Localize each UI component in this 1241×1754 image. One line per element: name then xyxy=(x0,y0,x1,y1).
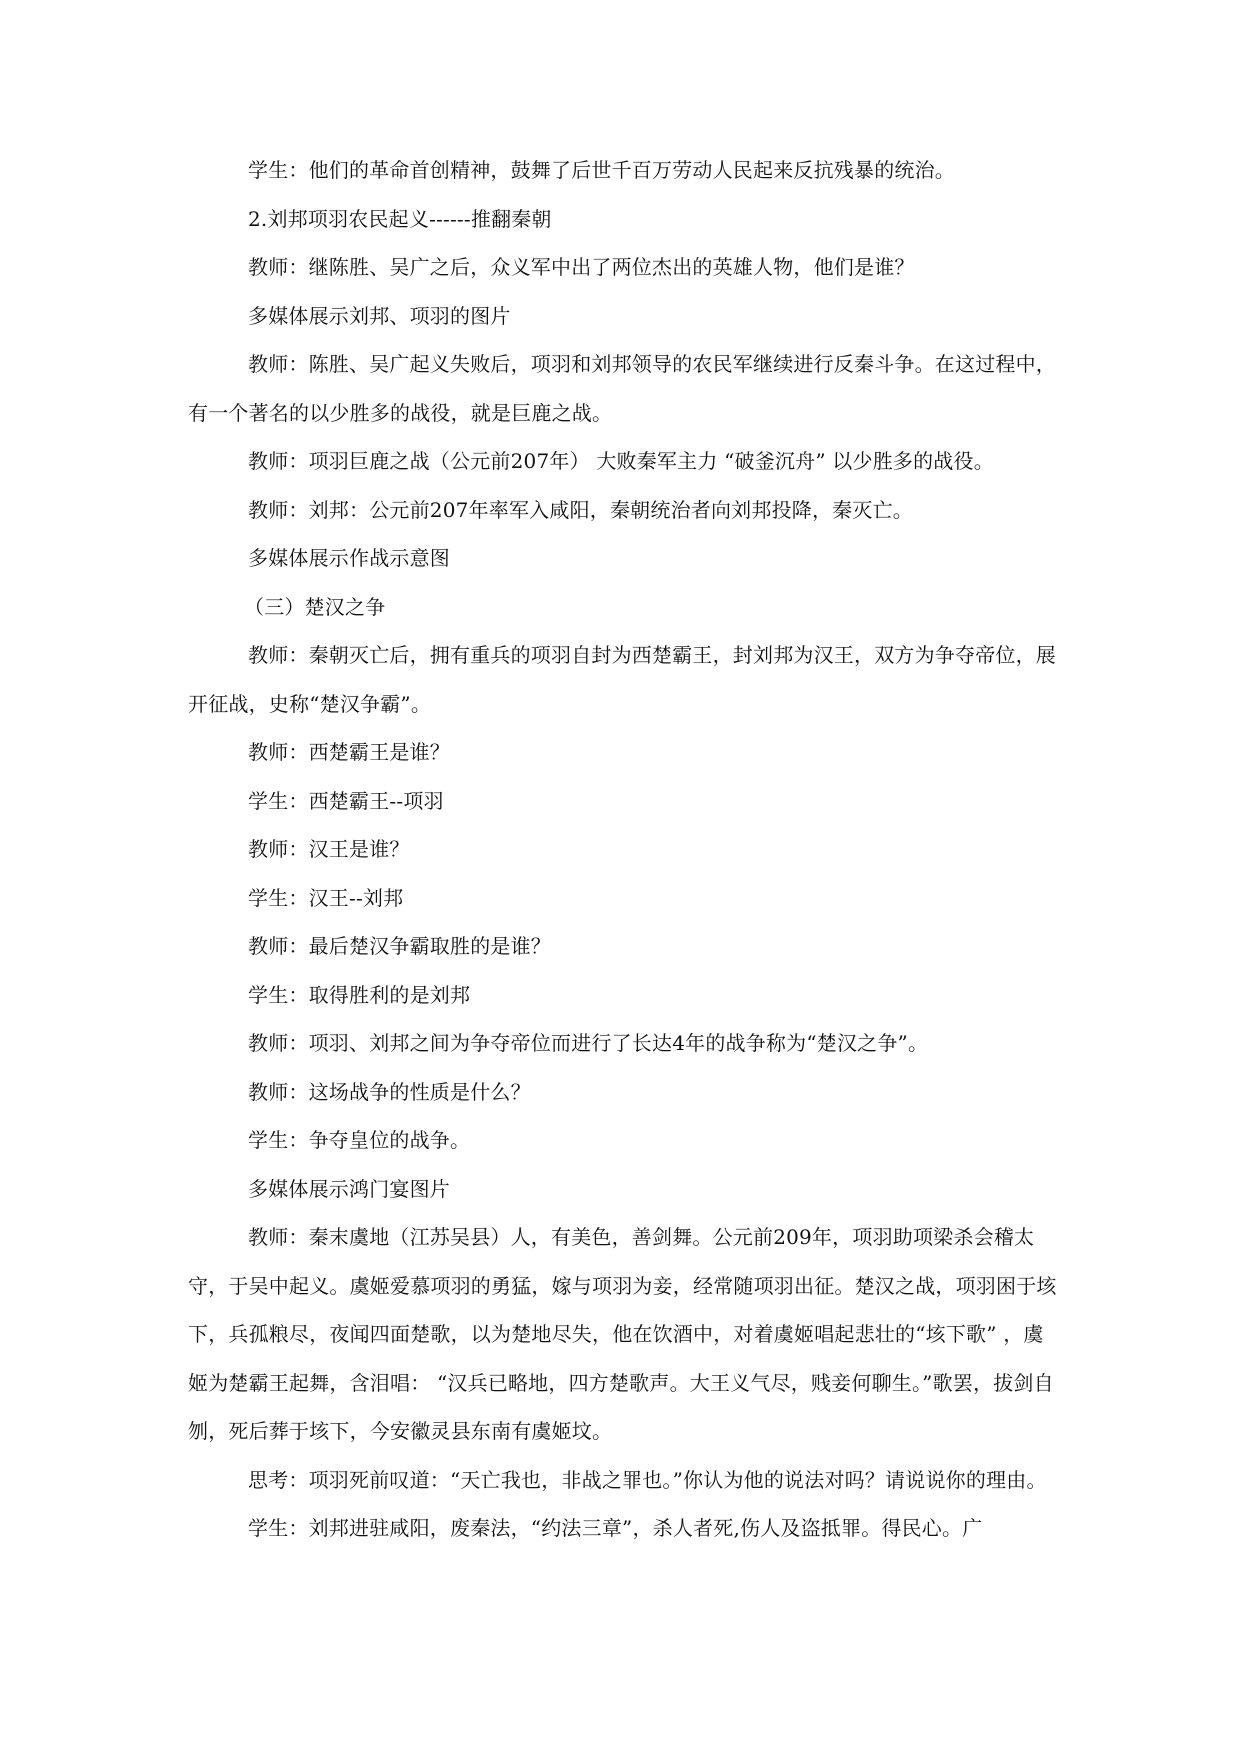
paragraph-student-answer-5: 学生：争夺皇位的战争。 xyxy=(248,1128,471,1152)
paragraph-teacher-julu-intro: 教师：陈胜、吴广起义失败后，项羽和刘邦领导的农民军继续进行反秦斗争。在这过程中，有一个著名的以少胜多的战役，就是巨鹿之战。 xyxy=(188,352,1056,425)
paragraph-multimedia-note-1: 多媒体展示刘邦、项羽的图片 xyxy=(248,303,511,328)
paragraph-teacher-question-4: 教师：最后楚汉争霸取胜的是谁？ xyxy=(248,934,551,958)
paragraph-multimedia-note-2: 多媒体展示作战示意图 xyxy=(248,546,450,570)
document-body xyxy=(188,146,1060,1553)
paragraph-multimedia-note-3: 多媒体展示鸿门宴图片 xyxy=(248,1176,450,1201)
paragraph-teacher-liu-bang: 教师：刘邦：公元前207年率军入咸阳，秦朝统治者向刘邦投降，秦灭亡。 xyxy=(248,497,913,522)
paragraph-student-answer-3: 学生：汉王--刘邦 xyxy=(248,885,404,910)
section-heading-liu-xiang-uprising: 2.刘邦项羽农民起义------推翻秦朝 xyxy=(248,206,552,231)
paragraph-teacher-julu-battle: 教师：项羽巨鹿之战（公元前207年） 大败秦军主力 “破釜沉舟” 以少胜多的战役。 xyxy=(248,449,994,473)
paragraph-teacher-chu-han-war: 教师：项羽、刘邦之间为争夺帝位而进行了长达4年的战争称为“楚汉之争”。 xyxy=(248,1031,929,1055)
paragraph-thinking-question: 思考：项羽死前叹道：“天亡我也，非战之罪也。”你认为他的说法对吗？请说说你的理由。 xyxy=(248,1467,1047,1492)
paragraph-student-answer-1: 学生：他们的革命首创精神，鼓舞了后世千百万劳动人民起来反抗残暴的统治。 xyxy=(248,158,955,182)
paragraph-teacher-yu-ji-story: 教师：秦末虞地（江苏吴县）人，有美色，善剑舞。公元前209年，项羽助项梁杀会稽太守，于吴中起义。虞姬爱慕项羽的勇猛，嫁与项羽为妾，经常随项羽出征。楚汉之战，项羽困于垓下，兵孤粮尽，夜闻四面楚歌，以为楚地尽失，他在饮酒中，对着虞姬唱起悲壮的“垓下歌” ，虞姬为楚霸王起舞，含泪唱： “汉兵已略地，四方楚歌声。大王义气尽，贱妾何聊生。”歌罢，拔剑自刎，死后葬于垓下，今安徽灵县东南有虞姬坟。 xyxy=(188,1225,1057,1443)
section-heading-chu-han: （三）楚汉之争 xyxy=(244,594,386,619)
paragraph-teacher-chu-han-intro: 教师：秦朝灭亡后，拥有重兵的项羽自封为西楚霸王，封刘邦为汉王，双方为争夺帝位，展开征战，史称“楚汉争霸”。 xyxy=(188,643,1056,716)
paragraph-teacher-question-3: 教师：汉王是谁？ xyxy=(248,837,410,861)
paragraph-student-answer-4: 学生：取得胜利的是刘邦 xyxy=(248,982,471,1007)
paragraph-student-answer-6: 学生：刘邦进驻咸阳，废秦法，“约法三章”，杀人者死,伤人及盗抵罪。得民心。广 xyxy=(248,1516,983,1540)
paragraph-student-answer-2: 学生：西楚霸王--项羽 xyxy=(248,788,444,813)
paragraph-teacher-question-2: 教师：西楚霸王是谁？ xyxy=(248,740,450,764)
paragraph-teacher-question-5: 教师：这场战争的性质是什么？ xyxy=(248,1079,531,1104)
paragraph-teacher-question-1: 教师：继陈胜、吴广之后，众义军中出了两位杰出的英雄人物，他们是谁？ xyxy=(248,255,915,279)
